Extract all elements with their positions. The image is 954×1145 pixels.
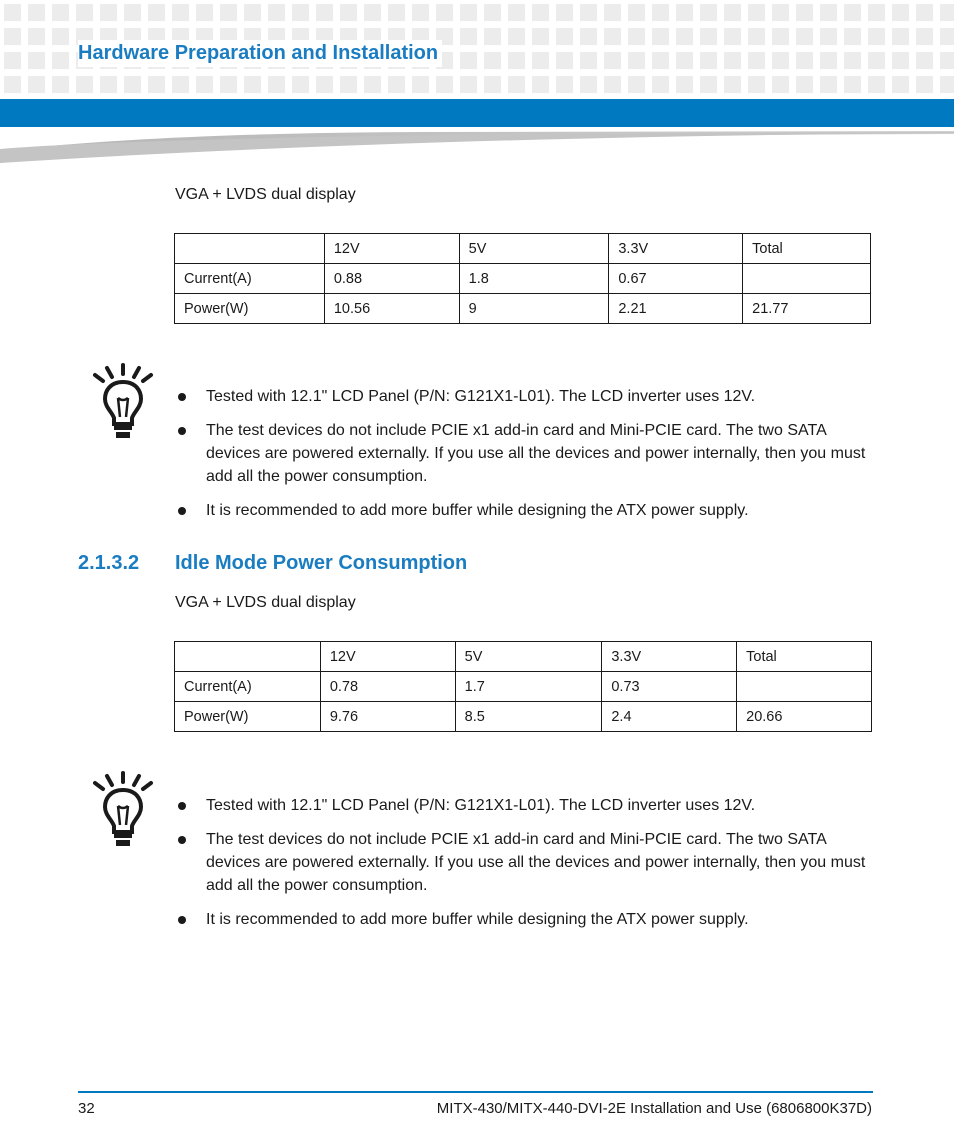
list-item: It is recommended to add more buffer while designing the ATX power supply. [178,499,878,522]
list-item: The test devices do not include PCIE x1 add-in card and Mini-PCIE card. The two SATA devices are powered externally. If you use all the devices and power internally, then you must add all the power consumption. [178,828,878,897]
note-list [178,385,878,533]
table-cell: Total [743,234,871,264]
table-caption: VGA + LVDS dual display [175,594,356,611]
power-table-full-load [174,233,871,324]
list-item: The test devices do not include PCIE x1 add-in card and Mini-PCIE card. The two SATA devices are powered externally. If you use all the devices and power internally, then you must add all the power consumption. [178,419,878,488]
table-cell: 3.3V [609,234,743,264]
table-cell: 0.67 [609,264,743,294]
table-cell: 12V [320,642,455,672]
section-number: 2.1.3.2 [78,552,140,574]
section-heading [78,552,467,575]
table-cell [175,234,325,264]
table-cell: 1.7 [455,672,602,702]
note-list [178,794,878,942]
list-item: It is recommended to add more buffer while designing the ATX power supply. [178,908,878,931]
table-cell [743,264,871,294]
table-cell: 5V [455,642,602,672]
table-row [175,702,872,732]
power-table-idle [174,641,872,732]
table-caption: VGA + LVDS dual display [175,186,356,203]
table-cell: 20.66 [737,702,872,732]
table-cell: 21.77 [743,294,871,324]
list-item: Tested with 12.1" LCD Panel (P/N: G121X1-L01). The LCD inverter uses 12V. [178,385,878,408]
table-cell: 0.73 [602,672,737,702]
lightbulb-icon [92,770,154,850]
table-cell: 9.76 [320,702,455,732]
table-row [175,672,872,702]
footer-doc-title: MITX-430/MITX-440-DVI-2E Installation and Use (6806800K37D) [436,1100,872,1117]
header-title: Hardware Preparation and Installation [78,40,442,67]
footer-divider [78,1091,873,1093]
table-cell [737,672,872,702]
table-cell: 2.4 [602,702,737,732]
table-cell: 8.5 [455,702,602,732]
table-header-row [175,234,871,264]
table-cell: Power(W) [175,294,325,324]
table-cell: Total [737,642,872,672]
table-cell: 9 [459,294,609,324]
table-cell: 0.88 [324,264,459,294]
table-cell: 3.3V [602,642,737,672]
table-cell: 0.78 [320,672,455,702]
table-cell: 2.21 [609,294,743,324]
table-cell: 12V [324,234,459,264]
table-cell: Current(A) [175,264,325,294]
table-cell: Power(W) [175,702,321,732]
table-cell [175,642,321,672]
table-row [175,264,871,294]
header-blue-bar [0,99,954,127]
page-number: 32 [78,1100,95,1117]
table-cell: 1.8 [459,264,609,294]
table-cell: Current(A) [175,672,321,702]
header-gray-swoosh [0,131,954,163]
section-title: Idle Mode Power Consumption [175,552,468,574]
table-cell: 10.56 [324,294,459,324]
table-cell: 5V [459,234,609,264]
list-item: Tested with 12.1" LCD Panel (P/N: G121X1-L01). The LCD inverter uses 12V. [178,794,878,817]
table-row [175,294,871,324]
lightbulb-icon [92,362,154,442]
table-header-row [175,642,872,672]
